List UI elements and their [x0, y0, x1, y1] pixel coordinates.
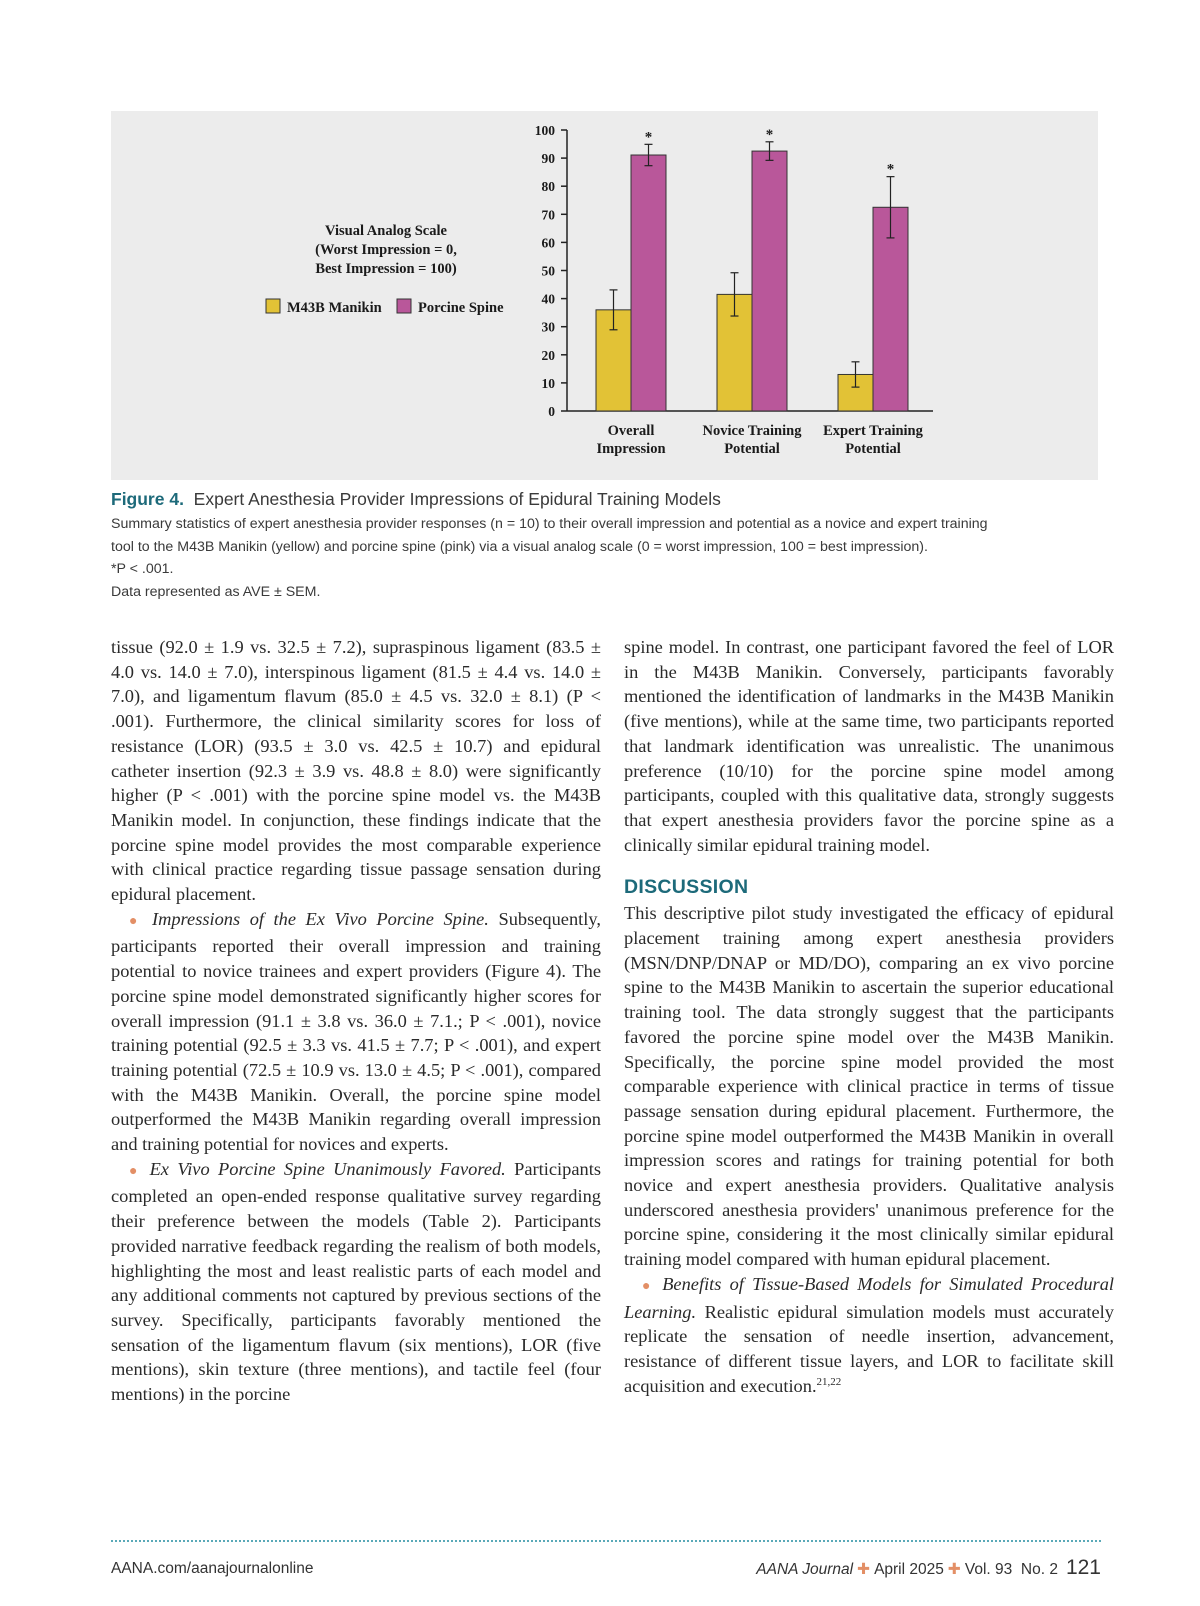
right-paragraph-2: This descriptive pilot study investigated the efficacy of epidural placement training among expert anesthesia providers (MSN/DNP/DNAP or MD/DO), comparing an ex vivo porcine spine to the M43B Manikin to ascertain the superior educational training tool. The data strongly suggest that the participants favored the porcine spine model over the M43B Manikin. Specifically, the porcine spine model provided the most comparable experience with clinical practice in terms of tissue passage sensation during epidural placement. Furthermore, the porcine spine model outperformed the M43B Manikin in overall impression scores and ratings for training potential for both novice and expert anesthesia providers. Qualitative analysis underscored anesthesia providers' unanimous preference for the porcine spine, considering it the most clinically similar epidural training model compared with human epidural placement. — [624, 903, 1114, 1270]
caption-note: Data represented as AVE ± SEM. — [111, 583, 321, 600]
bullet-icon: ● — [642, 1278, 655, 1294]
bar — [752, 151, 787, 411]
legend-label-manikin: M43B Manikin — [287, 300, 382, 316]
annotation-line-2: (Worst Impression = 0, — [315, 242, 457, 258]
subheading-benefits: Benefits of Tissue-Based Models for Simulated Procedural Learning. — [624, 1273, 1114, 1322]
citation-superscript: 21,22 — [816, 1375, 842, 1388]
chart-annotation — [315, 223, 457, 277]
left-paragraph-2-body: Subsequently, participants reported their overall impression and training potential to novice trainees and expert providers (Figure 4). The porcine spine model demonstrated significantly higher scores for overall impression (91.1 ± 3.8 vs. 36.0 ± 7.1.; P < .001), novice training potential (92.5 ± 3.3 vs. 41.5 ± 7.7; P < .001), and expert training potential (72.5 ± 10.9 vs. 13.0 ± 4.5; P < .001), compared with the M43B Manikin. Overall, the porcine spine model outperformed the M43B Manikin regarding overall impression and training potential for novices and experts. — [111, 908, 601, 1155]
caption-line-1: Summary statistics of expert anesthesia provider responses (n = 10) to their overall impression and potential as a novice and expert training — [111, 516, 988, 532]
bar-chart — [111, 111, 1098, 480]
figure-caption — [111, 487, 1101, 603]
x-category-label: Expert Training — [823, 423, 923, 439]
x-category-label: Potential — [845, 441, 901, 457]
x-category-label: Impression — [596, 441, 666, 457]
left-paragraph-1: tissue (92.0 ± 1.9 vs. 32.5 ± 7.2), supraspinous ligament (83.5 ± 4.0 vs. 14.0 ± 7.0), interspinous ligament (81.5 ± 4.4 vs. 14.0 ± 7.0), and ligamentum flavum (85.0 ± 4.5 vs. 32.0 ± 8.1) (P < .001). Furthermore, the clinical similarity scores for loss of resistance (LOR) (93.5 ± 3.0 vs. 42.5 ± 10.7) and epidural catheter insertion (92.3 ± 3.9 vs. 48.8 ± 8.0) were significantly higher (P < .001) with the porcine spine model vs. the M43B Manikin model. In conjunction, these findings indicate that the porcine spine model provides the most comparable experience with clinical practice regarding tissue passage sensation during epidural placement. — [111, 637, 601, 905]
legend-label-porcine: Porcine Spine — [418, 300, 504, 316]
subheading-unanimously-favored: Ex Vivo Porcine Spine Unanimously Favored. — [149, 1158, 506, 1179]
y-tick-label: 20 — [541, 347, 555, 363]
left-paragraph-2 — [111, 907, 601, 1157]
caption-line-2: tool to the M43B Manikin (yellow) and porcine spine (pink) via a visual analog scale (0 = worst impression, 100 = best impression). — [111, 538, 928, 555]
y-tick-label: 0 — [548, 404, 555, 419]
issue-number: No. 2 — [1020, 1561, 1058, 1578]
journal-title: AANA Journal — [756, 1561, 854, 1578]
significance-marker: * — [765, 126, 774, 143]
legend-swatch-manikin — [266, 299, 280, 313]
journal-citation — [756, 1556, 1101, 1580]
bullet-icon: ● — [129, 1163, 142, 1179]
figure-title: Expert Anesthesia Provider Impressions of Epidural Training Models — [193, 489, 721, 509]
bullet-icon: ● — [129, 913, 143, 929]
issue-date: April 2025 — [874, 1561, 944, 1578]
y-tick-label: 40 — [541, 291, 555, 307]
left-paragraph-3-body: Participants completed an open-ended response qualitative survey regarding their preference between the models (Table 2). Participants provided narrative feedback regarding the realism of both models, highlighting the most and least realistic parts of each model and any additional comments not captured by previous sections of the survey. Specifically, participants favorably mentioned the sensation of the ligamentum flavum (six mentions), LOR (five mentions), skin texture (three mentions), and tactile feel (four mentions) in the porcine — [111, 1158, 601, 1405]
footer-divider — [111, 1540, 1101, 1542]
annotation-line-1: Visual Analog Scale — [325, 223, 447, 239]
y-tick-label: 10 — [541, 375, 555, 391]
x-category-label: Potential — [724, 441, 780, 457]
page-number: 121 — [1065, 1556, 1101, 1579]
plus-separator-icon: ✚ — [947, 1561, 961, 1578]
legend-swatch-porcine — [397, 299, 411, 313]
journal-url-link[interactable]: AANA.com/aanajournalonline — [111, 1560, 314, 1577]
figure-label: Figure 4. — [111, 489, 184, 509]
annotation-line-3: Best Impression = 100) — [315, 261, 457, 277]
x-category-label: Novice Training — [702, 423, 802, 439]
right-paragraph-1: spine model. In contrast, one participant favored the feel of LOR in the M43B Manikin. Conversely, participants favorably mentioned the identification of landmarks in the M43B Manikin (five mentions), while at the same time, two participants reported that landmark identification was unrealistic. The unanimous preference (10/10) for the porcine spine model among participants, coupled with this qualitative data, strongly suggests that expert anesthesia providers favor the porcine spine as a clinically similar epidural training model. — [624, 637, 1114, 855]
legend — [266, 299, 504, 316]
subheading-impressions: Impressions of the Ex Vivo Porcine Spine. — [151, 908, 489, 929]
volume-number: Vol. 93 — [964, 1561, 1013, 1578]
caption-title-line — [111, 487, 1101, 511]
y-tick-label: 80 — [541, 179, 555, 195]
right-paragraph-3 — [624, 1272, 1114, 1399]
y-tick-label: 60 — [541, 235, 555, 251]
caption-significance: *P < .001. — [111, 561, 174, 577]
significance-marker: * — [644, 129, 653, 146]
section-heading-discussion: DISCUSSION — [624, 876, 749, 899]
y-tick-label: 90 — [541, 151, 555, 167]
bar — [631, 155, 666, 411]
left-paragraph-3 — [111, 1157, 601, 1407]
right-paragraph-3-body: Realistic epidural simulation models must accurately replicate the sensation of needle insertion, advancement, resistance of different tissue layers, and LOR to facilitate skill acquisition and execution. — [624, 1301, 1114, 1396]
y-tick-label: 30 — [541, 319, 555, 335]
figure-4-chart-panel — [111, 111, 1098, 480]
y-tick-label: 100 — [534, 123, 555, 138]
page-footer — [111, 1556, 1101, 1586]
y-tick-label: 50 — [541, 263, 555, 279]
significance-marker: * — [886, 161, 895, 178]
x-category-label: Overall — [607, 423, 655, 439]
right-column — [624, 635, 1114, 1398]
y-tick-label: 70 — [541, 207, 555, 223]
left-column — [111, 635, 601, 1407]
plus-separator-icon: ✚ — [857, 1561, 871, 1578]
